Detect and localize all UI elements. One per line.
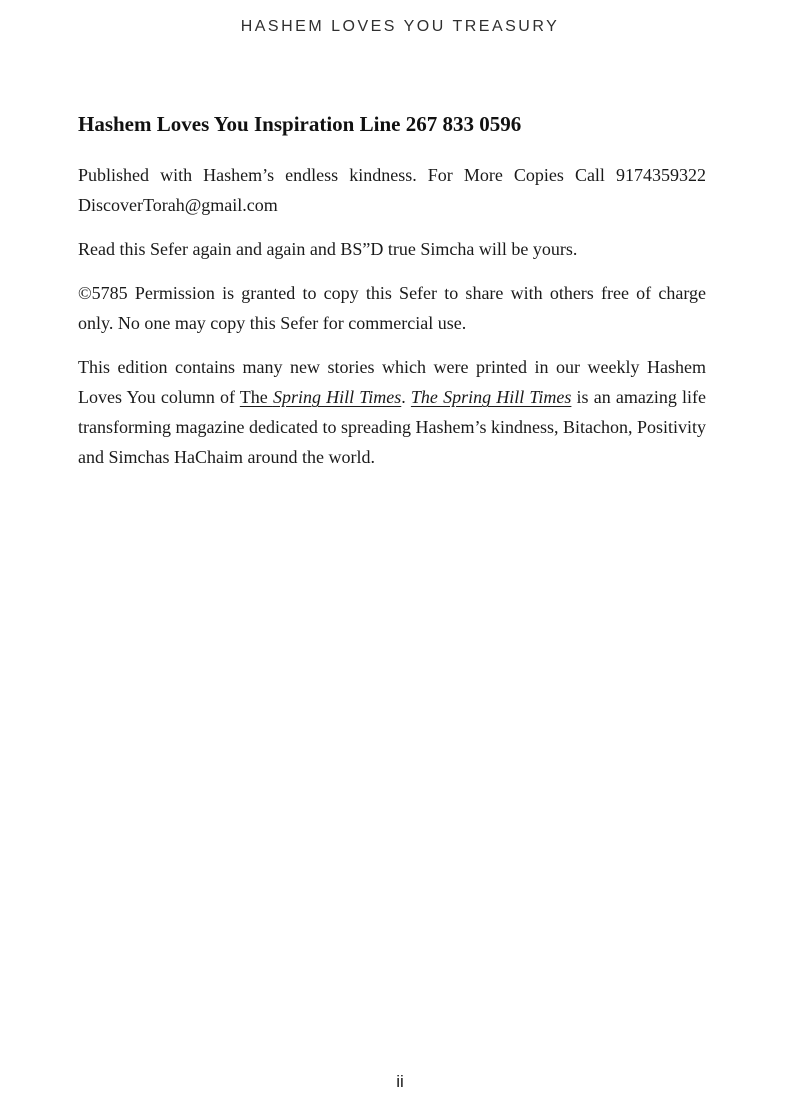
edition-text-lead: This edition contains many new stories which were printed in our weekly Hashem Loves You column of xyxy=(78,357,706,407)
running-header: HASHEM LOVES YOU TREASURY xyxy=(240,18,560,35)
read-sefer-paragraph: Read this Sefer again and again and BS”D true Simcha will be yours. xyxy=(78,239,578,259)
edition-text-tail: is an amazing life transforming magazine dedicated to spreading Hashem’s kindness, Bitachon, Positivity and Simchas HaChaim around the world. xyxy=(78,387,706,467)
page-number: ii xyxy=(396,1072,404,1091)
magazine-title-the: The xyxy=(239,387,273,407)
page-content xyxy=(78,110,706,486)
edition-paragraph xyxy=(78,352,706,472)
copyright-paragraph: ©5785 Permission is granted to copy this Sefer to share with others free of charge only. No one may copy this Sefer for commercial use. xyxy=(78,283,706,333)
magazine-title-second-mention: The Spring Hill Times xyxy=(410,387,572,407)
sentence-separator: . xyxy=(401,387,411,407)
inspiration-line-heading: Hashem Loves You Inspiration Line 267 833 0596 xyxy=(78,112,522,136)
magazine-title-name: Spring Hill Times xyxy=(272,387,402,407)
magazine-title-first-mention xyxy=(240,387,401,407)
published-paragraph: Published with Hashem’s endless kindness. For More Copies Call 9174359322 DiscoverTorah@gmail.com xyxy=(78,165,706,215)
